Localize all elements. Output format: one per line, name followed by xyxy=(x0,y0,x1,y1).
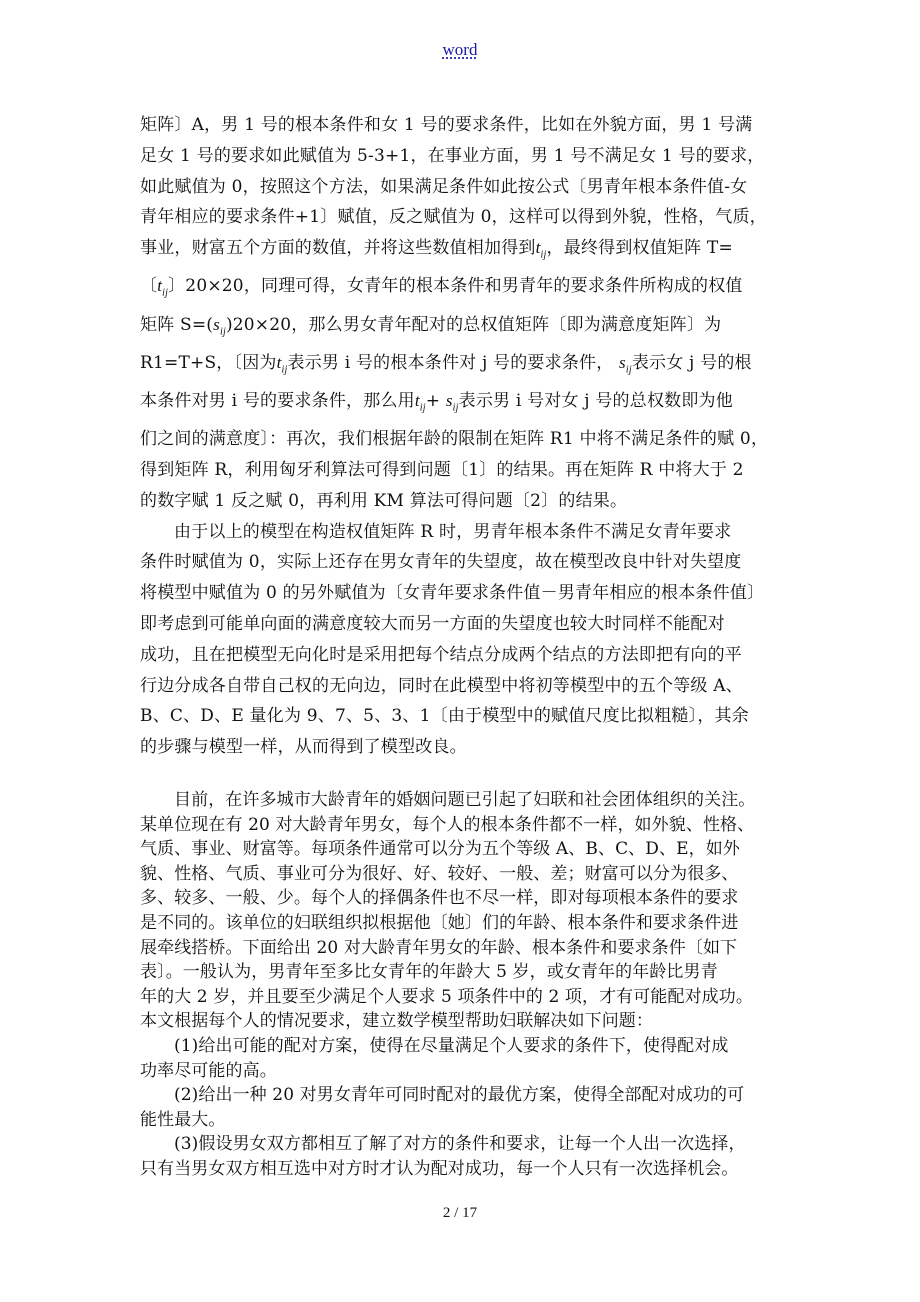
text-line: 〔$t_{ij}$〕20×20，同理可得，女青年的根本条件和男青年的要求条件所构成的权值 xyxy=(140,276,743,299)
page-header xyxy=(0,40,920,60)
math-t-ij: $t_{ij}$ xyxy=(157,276,169,299)
page-number: 2 / 17 xyxy=(442,1205,478,1221)
question-1: (1)给出可能的配对方案，使得在尽量满足个人要求的条件下，使得配对成 xyxy=(174,1035,729,1056)
paragraph-model-1 xyxy=(140,110,780,517)
section-problem-statement xyxy=(140,788,800,1182)
text-line: 本条件对男 i 号的要求条件，那么用$t_{ij}+ s_{ij}$表示男 i 号对女 j 号的总权数即为他 xyxy=(140,390,733,414)
text-line: 的数字赋 1 反之赋 0，再利用 KM 算法可得问题〔2〕的结果。 xyxy=(140,490,628,511)
text-line: 多、较多、一般、少。每个人的择偶条件也不尽一样，即对每项根本条件的要求 xyxy=(140,888,739,909)
text-line: 得到矩阵 R，利用匈牙利算法可得到问题〔1〕的结果。再在矩阵 R 中将大于 2 xyxy=(140,459,744,480)
question-3: (3)假设男女双方都相互了解了对方的条件和要求，让每一个人出一次选择， xyxy=(174,1134,746,1155)
text-line: 成功，且在把模型无向化时是采用把每个结点分成两个结点的方法即把有向的平 xyxy=(140,644,742,665)
header-word-link[interactable]: word xyxy=(442,40,478,59)
text-line: 只有当男女双方相互选中对方时才认为配对成功，每一个人只有一次选择机会。 xyxy=(140,1158,739,1179)
text-line: 事业，财富五个方面的数值，并将这些数值相加得到$t_{ij}$，最终得到权值矩阵 T= xyxy=(140,238,733,261)
text-line: 的步骤与模型一样，从而得到了模型改良。 xyxy=(140,737,467,758)
text-line: 展牵线搭桥。下面给出 20 对大龄青年男女的年龄、根本条件和要求条件〔如下 xyxy=(140,937,738,958)
text-line: 由于以上的模型在构造权值矩阵 R 时，男青年根本条件不满足女青年要求 xyxy=(174,521,732,542)
math-t-ij: $t_{ij}$ xyxy=(276,352,288,376)
math-t-ij: $t_{ij}$ xyxy=(535,238,547,261)
text-line: 某单位现在有 20 对大龄青年男女，每个人的根本条件都不一样，如外貌、性格、 xyxy=(140,814,755,835)
math-s-ij: $s_{ij}$ xyxy=(619,352,632,376)
paragraph-model-improvement xyxy=(140,517,780,763)
math-s-ij: $s_{ij}$ xyxy=(445,390,459,414)
text-line: 即考虑到可能单向面的满意度较大而另一方面的失望度也较大时同样不能配对 xyxy=(140,613,725,634)
section-model-description xyxy=(140,110,780,763)
text-line: 是不同的。该单位的妇联组织拟根据他〔她〕们的年龄、根本条件和要求条件进 xyxy=(140,912,739,933)
text-line: 条件时赋值为 0，实际上还存在男女青年的失望度，故在模型改良中针对失望度 xyxy=(140,552,742,573)
math-t-ij: $t_{ij}$ xyxy=(414,390,426,414)
text-line: 青年相应的要求条件+1〕赋值，反之赋值为 0，这样可以得到外貌，性格，气质， xyxy=(140,207,767,228)
text-line: 将模型中赋值为 0 的另外赋值为〔女青年要求条件值－男青年相应的根本条件值〕 xyxy=(140,583,765,604)
text-line: 年的大 2 岁，并且要至少满足个人要求 5 项条件中的 2 项，才有可能配对成功。 xyxy=(140,986,753,1007)
text-line: 矩阵〕A，男 1 号的根本条件和女 1 号的要求条件，比如在外貌方面，男 1 号满 xyxy=(140,115,753,135)
paragraph-problem xyxy=(140,788,800,1182)
text-line: 矩阵 $S=(s_{ij})20\times 20$，那么男女青年配对的总权值矩阵〔即为满意度矩阵〕为 xyxy=(140,314,722,337)
math-s-ij: $s_{ij}$ xyxy=(213,314,226,337)
text-line: 足女 1 号的要求如此赋值为 5-3+1，在事业方面，男 1 号不满足女 1 号的要求， xyxy=(140,145,765,166)
text-line: 气质、事业、财富等。每项条件通常可以分为五个等级 A、B、C、D、E，如外 xyxy=(140,839,740,860)
text-line: 表〕。一般认为，男青年至多比女青年的年龄大 5 岁，或女青年的年龄比男青 xyxy=(140,962,718,983)
text-line: 貌、性格、气质、事业可分为很好、好、较好、一般、差；财富可以分为很多、 xyxy=(140,863,739,884)
text-line: 们之间的满意度〕：再次，我们根据年龄的限制在矩阵 R1 中将不满足条件的赋 0， xyxy=(140,429,769,450)
text-line: B、C、D、E 量化为 9、7、5、3、1〔由于模型中的赋值尺度比拟粗糙〕，其余 xyxy=(140,706,749,727)
text-line: 行边分成各自带自己权的无向边，同时在此模型中将初等模型中的五个等级 A、 xyxy=(140,675,743,696)
text-line: R1=T+S，〔因为$t_{ij}$表示男 i 号的根本条件对 j 号的要求条件， $s_{ij}$表示女 j 号的根 xyxy=(140,352,752,376)
text-line: 目前，在许多城市大龄青年的婚姻问题已引起了妇联和社会团体组织的关注。 xyxy=(174,790,756,810)
question-2: (2)给出一种 20 对男女青年可同时配对的最优方案，使得全部配对成功的可 xyxy=(174,1085,745,1106)
text-line: 功率尽可能的高。 xyxy=(140,1060,277,1081)
text-line: 本文根据每个人的情况要求，建立数学模型帮助妇联解决如下问题： xyxy=(140,1011,653,1032)
text-line: 如此赋值为 0，按照这个方法，如果满足条件如此按公式〔男青年根本条件值-女 xyxy=(140,176,748,197)
text-line: 能性最大。 xyxy=(140,1109,226,1130)
